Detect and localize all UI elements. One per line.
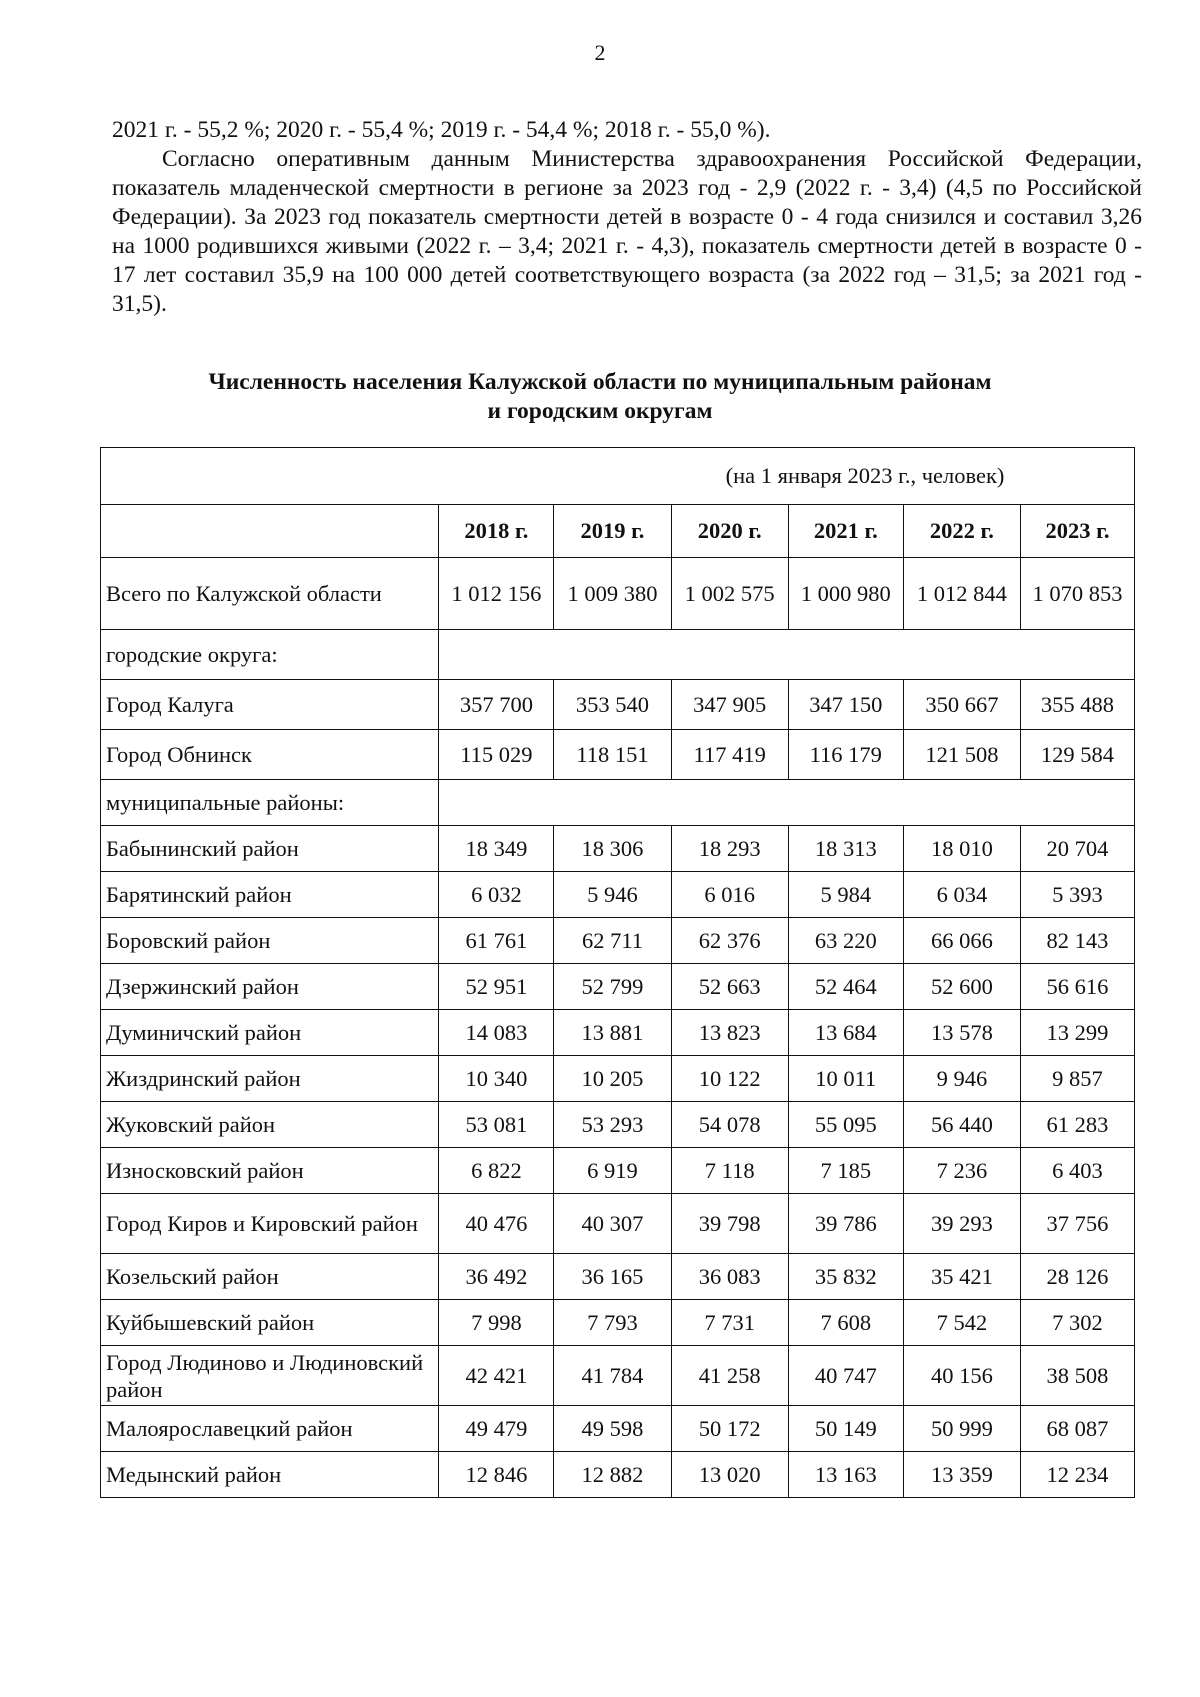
- table-row: [101, 730, 1135, 780]
- year-header: 2021 г.: [788, 505, 903, 558]
- cell-value: 53 293: [554, 1102, 671, 1148]
- cell-value: 42 421: [439, 1346, 554, 1406]
- table-row: [101, 1406, 1135, 1452]
- year-header: 2020 г.: [671, 505, 788, 558]
- cell-value: 20 704: [1020, 826, 1134, 872]
- cell-value: 7 185: [788, 1148, 903, 1194]
- cell-value: 1 012 156: [439, 558, 554, 630]
- cell-value: 38 508: [1020, 1346, 1134, 1406]
- cell-value: 14 083: [439, 1010, 554, 1056]
- table-title: [0, 368, 1200, 426]
- table-row: [101, 1194, 1135, 1254]
- cell-value: 117 419: [671, 730, 788, 780]
- cell-value: 6 919: [554, 1148, 671, 1194]
- table-row: [101, 1010, 1135, 1056]
- cell-value: 1 012 844: [903, 558, 1020, 630]
- cell-value: 7 236: [903, 1148, 1020, 1194]
- row-name: Боровский район: [101, 918, 439, 964]
- row-name: Город Калуга: [101, 680, 439, 730]
- table-row: [101, 826, 1135, 872]
- cell-value: 39 293: [903, 1194, 1020, 1254]
- cell-value: 36 165: [554, 1254, 671, 1300]
- row-name: Жуковский район: [101, 1102, 439, 1148]
- table-row: [101, 680, 1135, 730]
- cell-value: 115 029: [439, 730, 554, 780]
- table-row: [101, 1346, 1135, 1406]
- cell-value: 18 313: [788, 826, 903, 872]
- table-title-line: Численность населения Калужской области по муниципальным районам: [208, 369, 992, 395]
- cell-value: 50 149: [788, 1406, 903, 1452]
- cell-value: 52 951: [439, 964, 554, 1010]
- cell-value: 52 464: [788, 964, 903, 1010]
- cell-value: 18 349: [439, 826, 554, 872]
- cell-value: 1 070 853: [1020, 558, 1134, 630]
- cell-value: 55 095: [788, 1102, 903, 1148]
- table-title-line: и городским округам: [487, 398, 713, 424]
- section-empty-cell: [439, 630, 1135, 680]
- year-header: 2023 г.: [1020, 505, 1134, 558]
- cell-value: 10 205: [554, 1056, 671, 1102]
- row-name: Медынский район: [101, 1452, 439, 1498]
- row-name: Козельский район: [101, 1254, 439, 1300]
- row-name: Износковский район: [101, 1148, 439, 1194]
- header-empty-cell: [101, 505, 439, 558]
- table-row: [101, 1056, 1135, 1102]
- cell-value: 13 163: [788, 1452, 903, 1498]
- cell-value: 36 083: [671, 1254, 788, 1300]
- cell-value: 6 032: [439, 872, 554, 918]
- row-name: Город Обнинск: [101, 730, 439, 780]
- section-empty-cell: [439, 780, 1135, 826]
- table-row: [101, 872, 1135, 918]
- cell-value: 7 542: [903, 1300, 1020, 1346]
- cell-value: 49 479: [439, 1406, 554, 1452]
- year-header: 2022 г.: [903, 505, 1020, 558]
- table-row: [101, 918, 1135, 964]
- cell-value: 40 307: [554, 1194, 671, 1254]
- table-row: [101, 1452, 1135, 1498]
- table-row: [101, 964, 1135, 1010]
- paragraph: 2021 г. - 55,2 %; 2020 г. - 55,4 %; 2019 г. - 54,4 %; 2018 г. - 55,0 %).: [112, 117, 771, 143]
- cell-value: 40 156: [903, 1346, 1020, 1406]
- cell-value: 13 684: [788, 1010, 903, 1056]
- cell-value: 63 220: [788, 918, 903, 964]
- cell-value: 61 761: [439, 918, 554, 964]
- row-name: Барятинский район: [101, 872, 439, 918]
- cell-value: 10 122: [671, 1056, 788, 1102]
- cell-value: 118 151: [554, 730, 671, 780]
- cell-value: 40 747: [788, 1346, 903, 1406]
- cell-value: 56 440: [903, 1102, 1020, 1148]
- paragraph: Согласно оперативным данным Министерства здравоохранения Российской Федерации, показатель младенческой смертности в регионе за 2023 год - 2,9 (2022 г. - 3,4) (4,5 по Российской Федерации). За 2023 год показатель смертности детей в возрасте 0 - 4 года снизился и составил 3,26 на 1000 родившихся живыми (2022 г. – 3,4; 2021 г. - 4,3), показатель смертности детей в возрасте 0 - 17 лет составил 35,9 на 100 000 детей соответствующего возраста (за 2022 год – 31,5; за 2021 год - 31,5).: [112, 146, 1142, 317]
- cell-value: 39 786: [788, 1194, 903, 1254]
- table-row: [101, 1102, 1135, 1148]
- cell-value: 50 172: [671, 1406, 788, 1452]
- cell-value: 18 293: [671, 826, 788, 872]
- cell-value: 52 663: [671, 964, 788, 1010]
- cell-value: 10 340: [439, 1056, 554, 1102]
- cell-value: 355 488: [1020, 680, 1134, 730]
- section-row: [101, 780, 1135, 826]
- cell-value: 9 857: [1020, 1056, 1134, 1102]
- cell-value: 28 126: [1020, 1254, 1134, 1300]
- cell-value: 347 905: [671, 680, 788, 730]
- cell-value: 18 306: [554, 826, 671, 872]
- row-name: Дзержинский район: [101, 964, 439, 1010]
- cell-value: 116 179: [788, 730, 903, 780]
- cell-value: 35 832: [788, 1254, 903, 1300]
- population-table: [100, 447, 1135, 1498]
- row-name: Город Людиново и Людиновский район: [101, 1346, 439, 1406]
- cell-value: 7 731: [671, 1300, 788, 1346]
- cell-value: 35 421: [903, 1254, 1020, 1300]
- cell-value: 350 667: [903, 680, 1020, 730]
- cell-value: 13 823: [671, 1010, 788, 1056]
- cell-value: 68 087: [1020, 1406, 1134, 1452]
- cell-value: 9 946: [903, 1056, 1020, 1102]
- table-row: [101, 1254, 1135, 1300]
- cell-value: 52 600: [903, 964, 1020, 1010]
- cell-value: 6 016: [671, 872, 788, 918]
- cell-value: 12 882: [554, 1452, 671, 1498]
- cell-value: 121 508: [903, 730, 1020, 780]
- cell-value: 10 011: [788, 1056, 903, 1102]
- cell-value: 49 598: [554, 1406, 671, 1452]
- cell-value: 5 946: [554, 872, 671, 918]
- cell-value: 1 009 380: [554, 558, 671, 630]
- cell-value: 13 578: [903, 1010, 1020, 1056]
- row-name: Жиздринский район: [101, 1056, 439, 1102]
- row-name: Думиничский район: [101, 1010, 439, 1056]
- cell-value: 353 540: [554, 680, 671, 730]
- cell-value: 1 002 575: [671, 558, 788, 630]
- cell-value: 12 234: [1020, 1452, 1134, 1498]
- cell-value: 7 793: [554, 1300, 671, 1346]
- row-name: Бабынинский район: [101, 826, 439, 872]
- cell-value: 6 403: [1020, 1148, 1134, 1194]
- cell-value: 37 756: [1020, 1194, 1134, 1254]
- cell-value: 1 000 980: [788, 558, 903, 630]
- cell-value: 5 984: [788, 872, 903, 918]
- year-header: 2019 г.: [554, 505, 671, 558]
- total-row: [101, 558, 1135, 630]
- cell-value: 61 283: [1020, 1102, 1134, 1148]
- cell-value: 66 066: [903, 918, 1020, 964]
- cell-value: 54 078: [671, 1102, 788, 1148]
- page-number: 2: [594, 40, 606, 65]
- cell-value: 56 616: [1020, 964, 1134, 1010]
- cell-value: 36 492: [439, 1254, 554, 1300]
- cell-value: 13 020: [671, 1452, 788, 1498]
- year-header: 2018 г.: [439, 505, 554, 558]
- cell-value: 12 846: [439, 1452, 554, 1498]
- cell-value: 347 150: [788, 680, 903, 730]
- cell-value: 7 998: [439, 1300, 554, 1346]
- table-caption: (на 1 января 2023 г., человек): [101, 448, 1135, 505]
- cell-value: 13 299: [1020, 1010, 1134, 1056]
- cell-value: 62 711: [554, 918, 671, 964]
- cell-value: 53 081: [439, 1102, 554, 1148]
- cell-value: 7 608: [788, 1300, 903, 1346]
- cell-value: 7 118: [671, 1148, 788, 1194]
- cell-value: 13 359: [903, 1452, 1020, 1498]
- cell-value: 62 376: [671, 918, 788, 964]
- section-heading: городские округа:: [101, 630, 439, 680]
- row-name: Куйбышевский район: [101, 1300, 439, 1346]
- header-row: [101, 505, 1135, 558]
- cell-value: 52 799: [554, 964, 671, 1010]
- cell-value: 50 999: [903, 1406, 1020, 1452]
- table-row: [101, 1300, 1135, 1346]
- caption-row: [101, 448, 1135, 505]
- body-text: [112, 116, 1142, 319]
- cell-value: 82 143: [1020, 918, 1134, 964]
- cell-value: 40 476: [439, 1194, 554, 1254]
- cell-value: 7 302: [1020, 1300, 1134, 1346]
- table-row: [101, 1148, 1135, 1194]
- section-row: [101, 630, 1135, 680]
- row-name: Малоярославецкий район: [101, 1406, 439, 1452]
- cell-value: 5 393: [1020, 872, 1134, 918]
- cell-value: 13 881: [554, 1010, 671, 1056]
- row-name: Город Киров и Кировский район: [101, 1194, 439, 1254]
- cell-value: 129 584: [1020, 730, 1134, 780]
- section-heading: муниципальные районы:: [101, 780, 439, 826]
- cell-value: 357 700: [439, 680, 554, 730]
- cell-value: 6 822: [439, 1148, 554, 1194]
- cell-value: 18 010: [903, 826, 1020, 872]
- row-name: Всего по Калужской области: [101, 558, 439, 630]
- cell-value: 6 034: [903, 872, 1020, 918]
- cell-value: 39 798: [671, 1194, 788, 1254]
- cell-value: 41 258: [671, 1346, 788, 1406]
- cell-value: 41 784: [554, 1346, 671, 1406]
